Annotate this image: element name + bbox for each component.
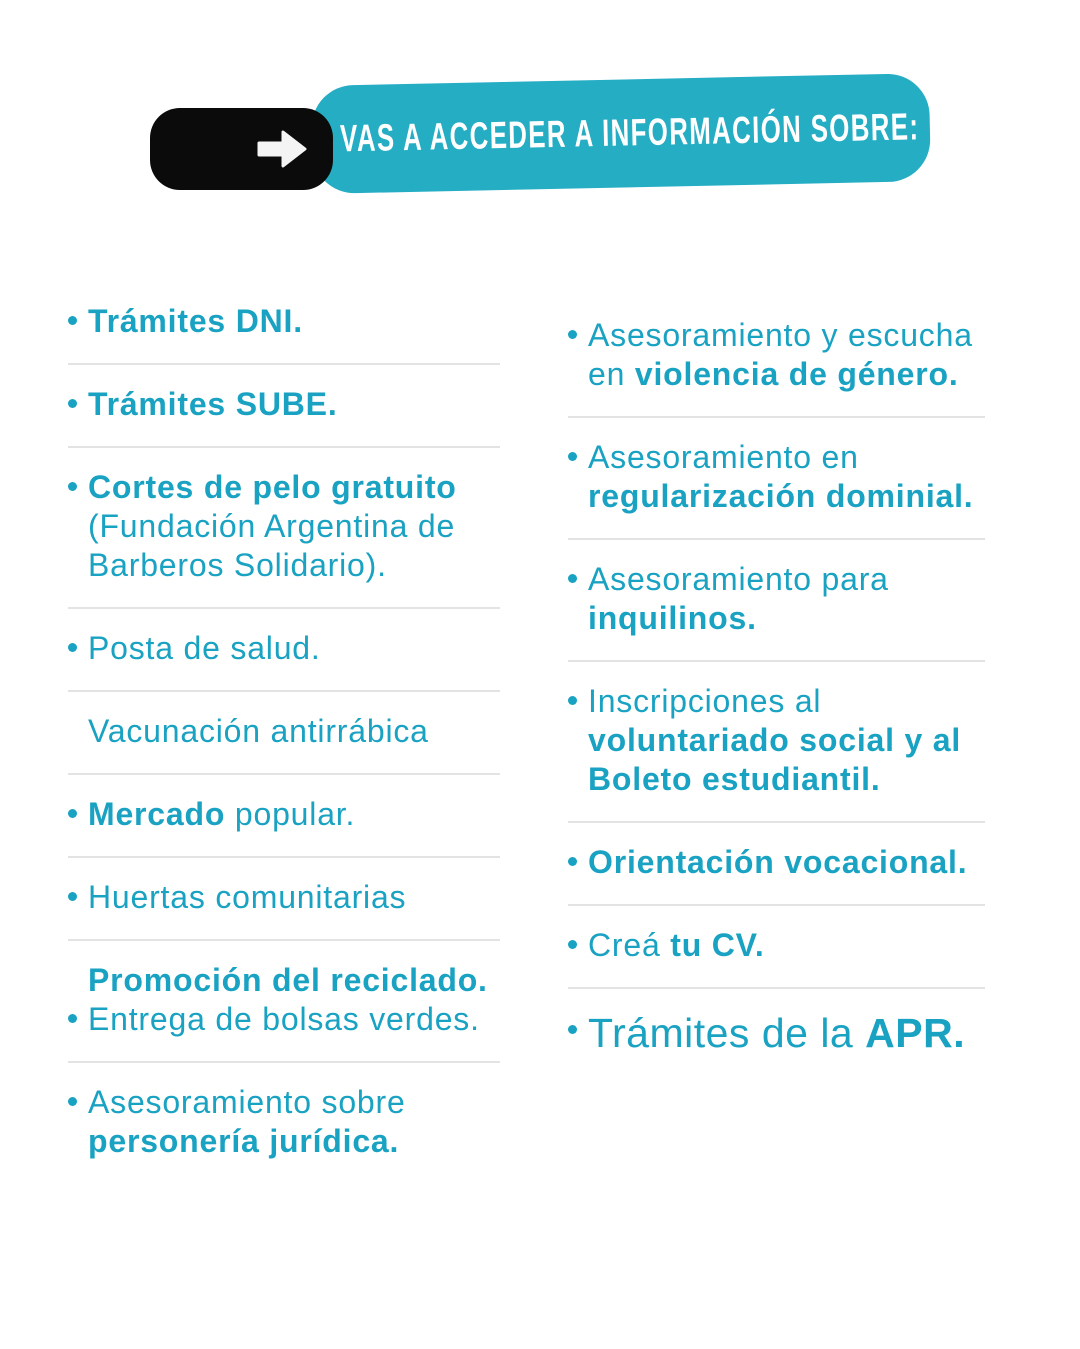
item-text: Huertas comunitarias (88, 879, 407, 915)
item-line (568, 1009, 985, 1057)
list-item (568, 906, 985, 987)
item-line (568, 355, 985, 394)
item-line (568, 438, 985, 477)
list-item (68, 365, 500, 446)
item-text: (Fundación Argentina de (88, 508, 456, 544)
bullet-spacer (68, 961, 88, 1000)
item-line (68, 878, 500, 917)
bullet-dot (68, 878, 88, 917)
item-text: Inscripciones al (588, 683, 822, 719)
list-item (68, 609, 500, 690)
list-item (568, 540, 985, 660)
bullet-dot (68, 385, 88, 424)
bullet-spacer (568, 599, 588, 638)
item-text: Asesoramiento en (588, 439, 859, 475)
item-line (568, 599, 985, 638)
bullet-dot (68, 1000, 88, 1039)
item-text: Posta de salud. (88, 630, 321, 666)
column-left (68, 302, 500, 1183)
item-line (568, 560, 985, 599)
item-line (568, 926, 985, 965)
banner-title: VAS A ACCEDER A INFORMACIÓN SOBRE: (339, 105, 920, 160)
item-text: Entrega de bolsas verdes. (88, 1001, 480, 1037)
item-line (68, 468, 500, 507)
list-item (68, 302, 500, 363)
item-text: Trámites SUBE. (88, 386, 338, 422)
item-line (68, 629, 500, 668)
bullet-spacer (568, 477, 588, 516)
item-text: Cortes de pelo gratuito (88, 469, 457, 505)
bullet-dot (568, 560, 588, 599)
arrow-badge (150, 108, 333, 190)
header (0, 0, 1080, 230)
list-item (68, 448, 500, 607)
bullet-spacer (68, 1122, 88, 1161)
bullet-dot (68, 302, 88, 341)
item-text: regularización dominial. (588, 478, 974, 514)
bullet-spacer (68, 712, 88, 751)
item-text: Trámites DNI. (88, 303, 303, 339)
item-line (568, 760, 985, 799)
bullet-dot (568, 926, 588, 965)
list-item (68, 775, 500, 856)
bullet-spacer (68, 507, 88, 546)
bullet-dot (68, 468, 88, 507)
item-text: en violencia de género. (588, 356, 959, 392)
item-text: Asesoramiento y escucha (588, 317, 973, 353)
bullet-dot (68, 795, 88, 834)
bullet-dot (68, 629, 88, 668)
item-line (68, 507, 500, 546)
list-item (568, 316, 985, 416)
bullet-dot (568, 843, 588, 882)
list-item (68, 941, 500, 1061)
arrow-right-icon (255, 127, 309, 171)
item-text: Promoción del reciclado. (88, 962, 488, 998)
bullet-dot (68, 1083, 88, 1122)
list-item (568, 823, 985, 904)
bullet-spacer (68, 546, 88, 585)
list-item (68, 692, 500, 773)
bullet-dot (568, 438, 588, 477)
item-text: Mercado popular. (88, 796, 356, 832)
item-text: Creá tu CV. (588, 927, 765, 963)
bullet-dot (568, 316, 588, 355)
item-text: Asesoramiento sobre (88, 1084, 406, 1120)
column-right (568, 302, 985, 1183)
item-line (68, 1000, 500, 1039)
item-text: Asesoramiento para (588, 561, 889, 597)
item-text: Trámites de la APR. (588, 1010, 966, 1056)
list-item (568, 662, 985, 821)
bullet-dot (568, 682, 588, 721)
item-line (568, 721, 985, 760)
item-text: Barberos Solidario). (88, 547, 387, 583)
item-line (568, 843, 985, 882)
item-line (68, 1083, 500, 1122)
item-text: personería jurídica. (88, 1123, 400, 1159)
bullet-spacer (568, 721, 588, 760)
list-item (68, 858, 500, 939)
item-line (68, 385, 500, 424)
item-line (68, 795, 500, 834)
item-line (568, 316, 985, 355)
item-line (68, 546, 500, 585)
list-item (568, 989, 985, 1079)
bullet-dot (568, 1009, 588, 1057)
item-text: Orientación vocacional. (588, 844, 968, 880)
item-text: inquilinos. (588, 600, 757, 636)
item-line (68, 961, 500, 1000)
content-columns (0, 302, 1080, 1183)
item-text: Boleto estudiantil. (588, 761, 881, 797)
list-item (68, 1063, 500, 1183)
item-text: voluntariado social y al (588, 722, 962, 758)
list-item (568, 418, 985, 538)
item-line (68, 712, 500, 751)
bullet-spacer (568, 760, 588, 799)
header-banner (311, 73, 931, 194)
item-line (568, 682, 985, 721)
bullet-spacer (568, 355, 588, 394)
item-text: Vacunación antirrábica (88, 713, 429, 749)
item-line (68, 302, 500, 341)
item-line (568, 477, 985, 516)
item-line (68, 1122, 500, 1161)
